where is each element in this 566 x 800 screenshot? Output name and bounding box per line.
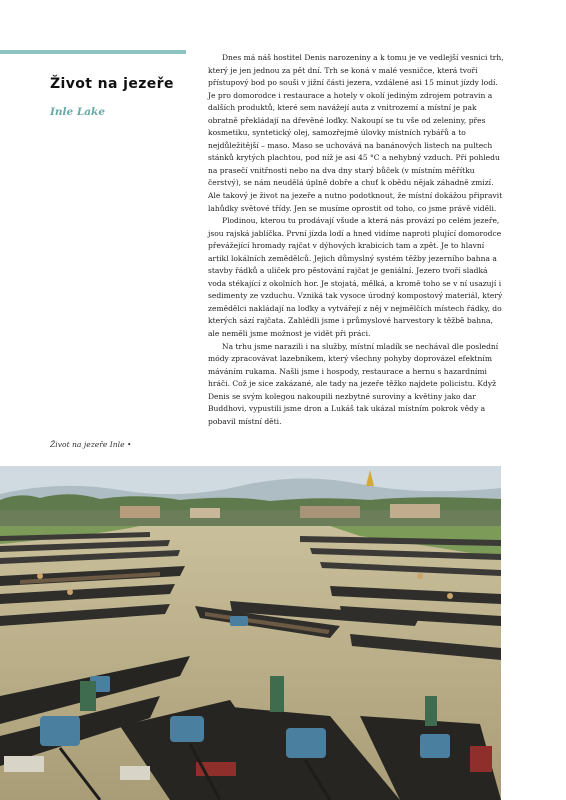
- paragraph-3: Na trhu jsme narazili i na služby, místní mladík se nechával dle poslední módy zpracovávat lazebníkem, který všechny pohyby doprovázel efektním máváním rukama. Našli jsme i hospody, restaurace a hernu s hazardními hráči. Což je sice zakázané, ale tady na jezeře těžko najdete policistu. Když Denis se svým kolegou nakoupili nezbytné suroviny a květiny jako dar Buddhovi, vypustili jsme dron a Lukáš tak ukázal místním pokrok vědy a pobavil místní děti.: [208, 341, 499, 426]
- chapter-subtitle: Inle Lake: [50, 106, 106, 118]
- chapter-accent-rule: [0, 50, 186, 54]
- lake-photo: [0, 466, 501, 800]
- article-body: [208, 52, 504, 428]
- chapter-title: Život na jezeře: [50, 76, 174, 92]
- photo-caption: Život na jezeře Inle •: [50, 440, 132, 449]
- paragraph-1: Dnes má náš hostitel Denis narozeniny a k tomu je ve vedlejší vesnici trh, který je jen jednou za pět dní. Trh se koná v malé vesničce, která tvoří přístupový bod po souši v jižní části jezera, vzdálené asi 15 minut jízdy lodí. Je pro domorodce i restaurace a hotely v okolí jediným zdrojem potravin a dalších produktů, které sem navážejí auta z vnitrozemí a místní je pak obratně překládají na dřevěné loďky. Nakoupí se tu vše od zeleniny, přes kosmetiku, syntetický olej, samozřejmě úlovky místních rybářů a to nejdůležitější – maso. Maso se uchovává na banánových listech na pultech stánků krytých plachtou, pod níž je asi 45 °C a nehybný vzduch. Při pohledu na prasečí vnitřnosti nebo na dva dny starý bůček (v místním měřítku čerstvý), se nám neudělá úplně dobře a chuť k obědu nějak záhadně zmizí. Ale takový je život na jezeře a nutno podotknout, že místní dokážou připravit lahůdky světové třídy. Jen se musíme oprostit od toho, co jsme právě viděli.: [208, 53, 504, 213]
- paragraph-2: Plodinou, kterou tu prodávají všude a která nás provází po celém jezeře, jsou rajská jablíčka. První jízda lodí a hned vidíme naproti plující domorodce převážející hromady rajčat v dýhových krabicích tam a zpět. Je to hlavní artikl lokálních zemědělců. Jejich důmyslný systém těžby jezerního bahna a stavby řádků a uliček pro pěstování rajčat je geniální. Jezero tvoří sladká voda stékající z okolních hor. Je stojatá, mělká, a kromě toho se v ní usazují i sedimenty ze vzduchu. Vzniká tak vysoce úrodný kompostový materiál, který zemědělci nakládají na loďky a vytvářejí z něj v nejmělčích místech řádky, do kterých sází rajčata. Zahlédli jsme i průmyslové harvestory k těžbě bahna, ale neměli jsme možnost je vidět při práci.: [208, 216, 503, 339]
